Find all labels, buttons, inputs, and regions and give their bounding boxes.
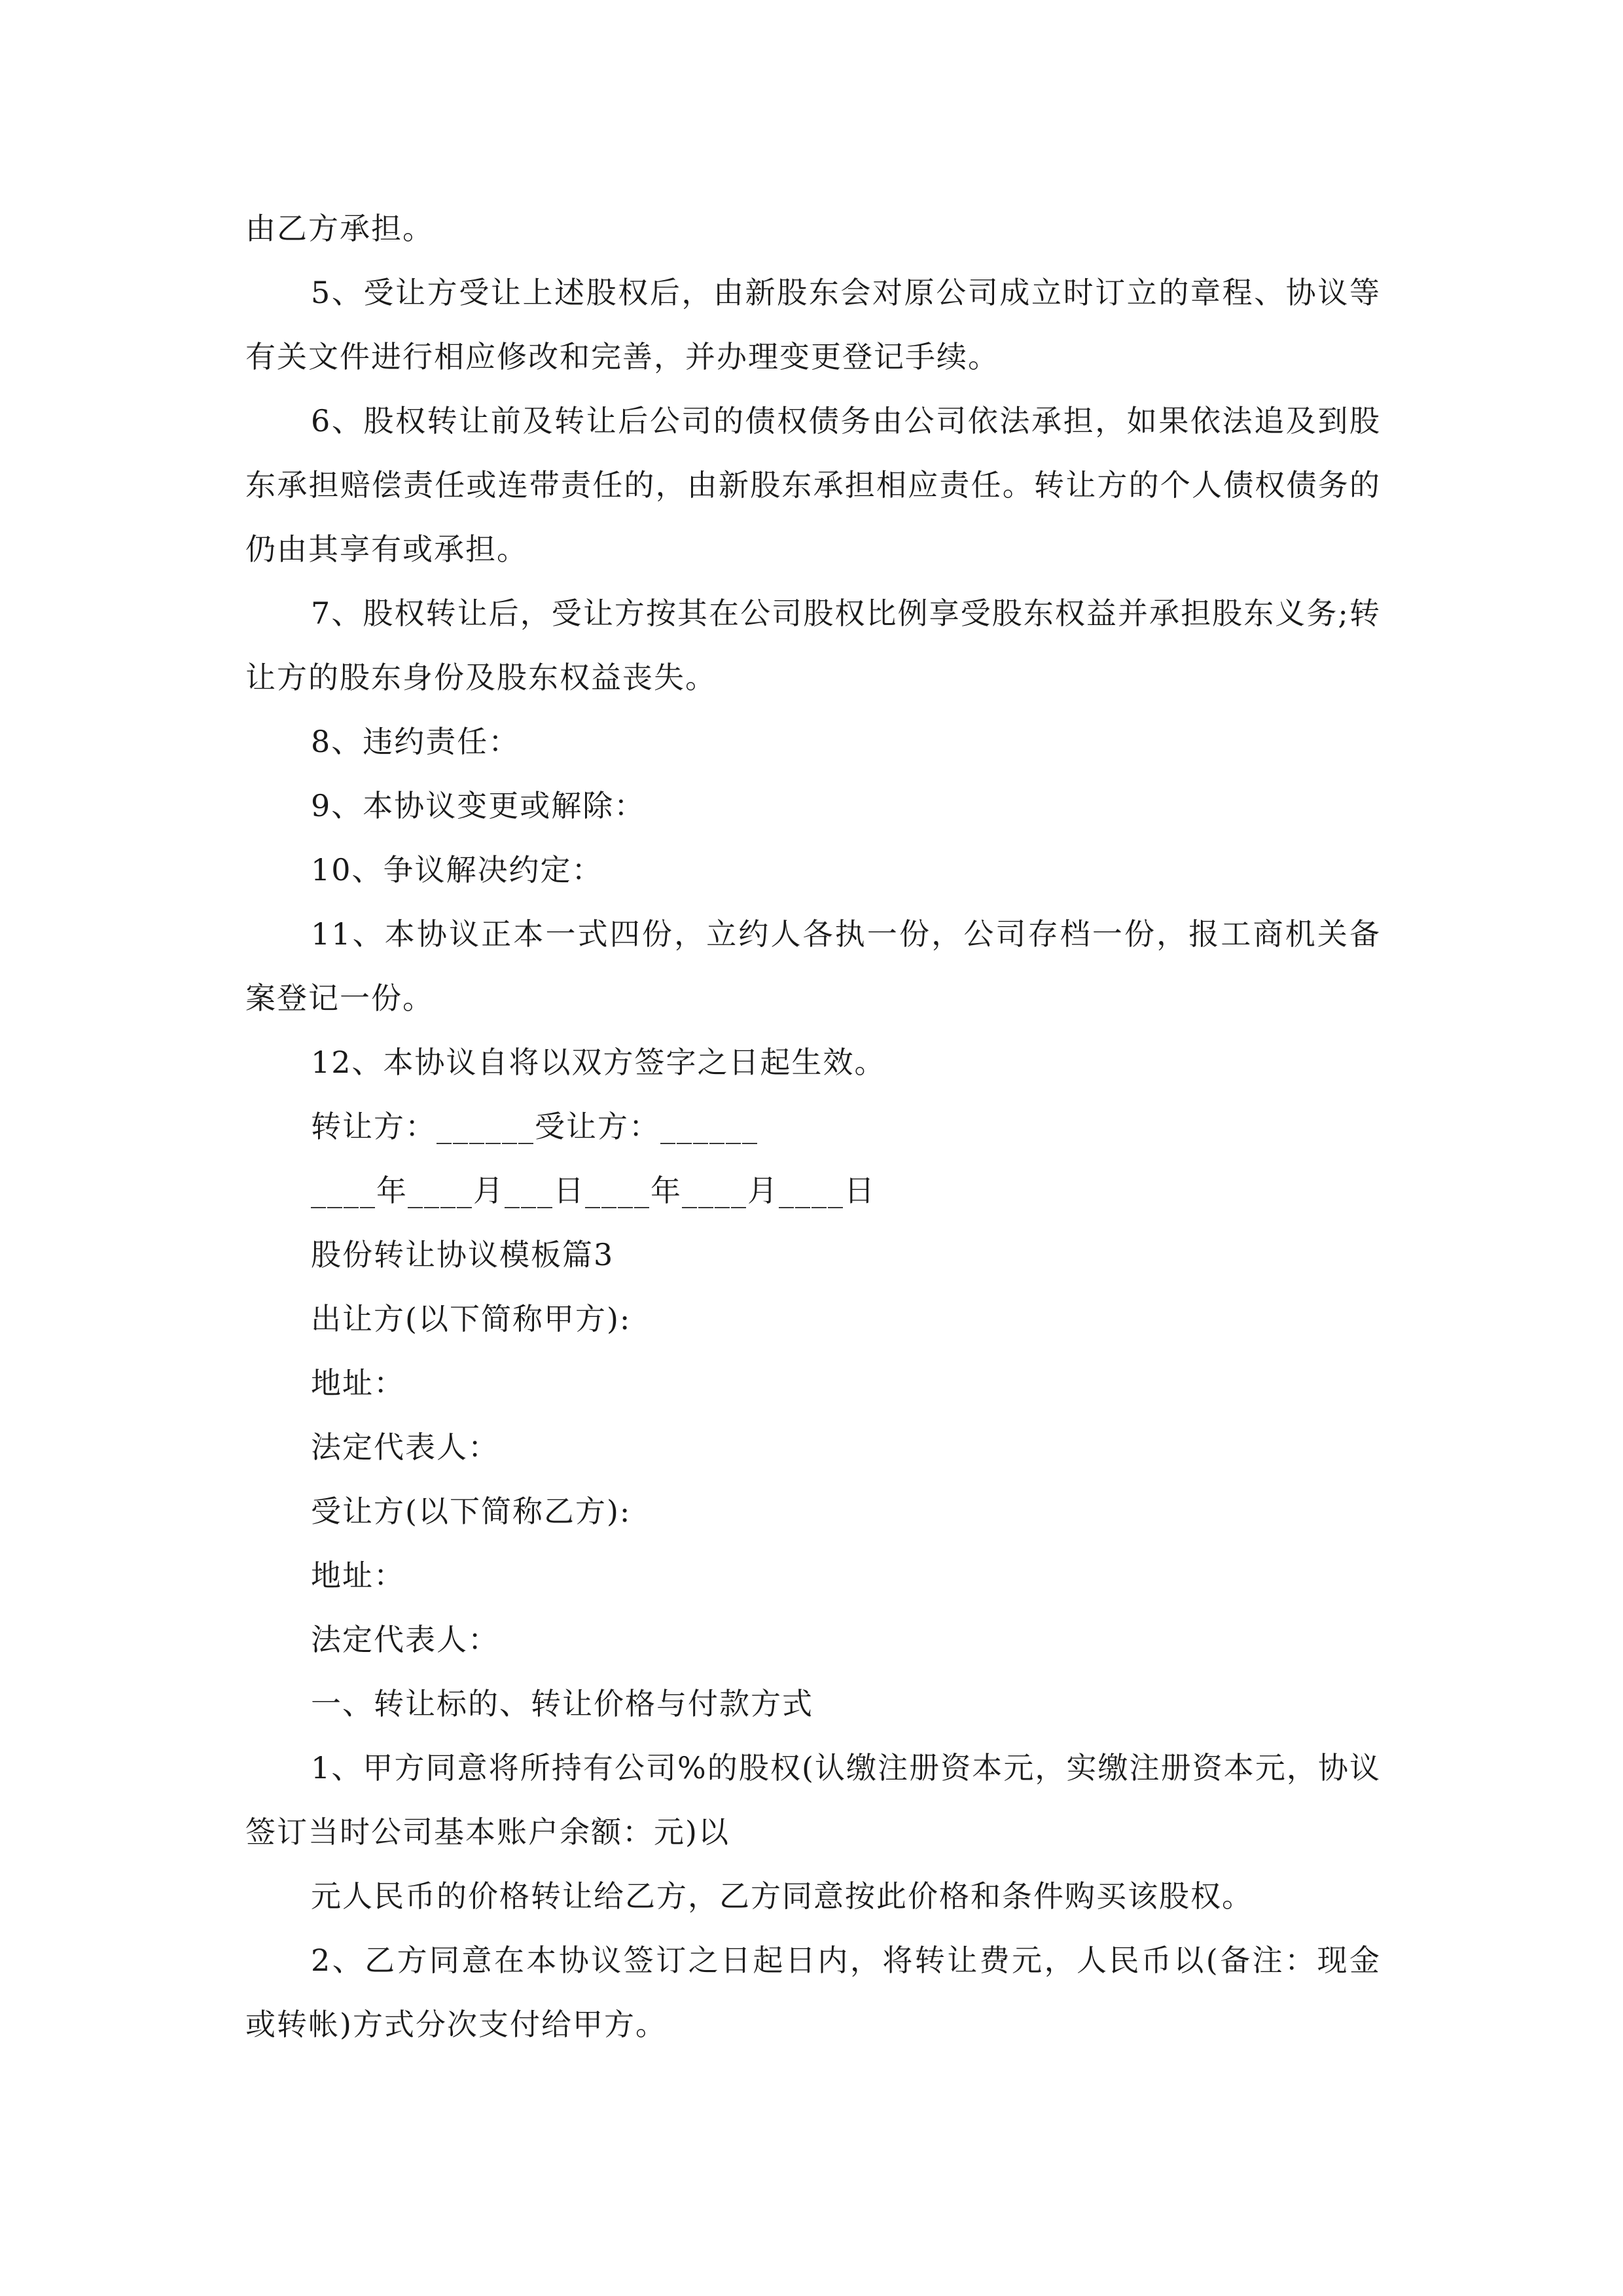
- signature-line: 转让方：______受让方：______: [311, 1109, 758, 1144]
- paragraph-7: 10、争议解决约定：: [311, 852, 603, 888]
- paragraph-2: 5、受让方受让上述股权后，由新股东会对原公司成立时订立的章程、协议等有关文件进行相应修改和完善，并办理变更登记手续。: [245, 275, 1381, 374]
- party-b-representative: 法定代表人：: [311, 1622, 499, 1657]
- party-b-label: 受让方(以下简称乙方):: [311, 1494, 632, 1529]
- paragraph-5: 8、违约责任：: [311, 724, 520, 759]
- party-a-address: 地址：: [311, 1365, 405, 1401]
- clause-heading: 一、转让标的、转让价格与付款方式: [311, 1686, 813, 1721]
- clause-1: 1、甲方同意将所持有公司%的股权(认缴注册资本元，实缴注册资本元，协议签订当时公司基本账户余额：元)以: [245, 1750, 1381, 1850]
- date-line: ____年____月___日____年____月____日: [311, 1173, 876, 1208]
- party-b-address: 地址：: [311, 1558, 405, 1593]
- paragraph-8: 11、本协议正本一式四份，立约人各执一份，公司存档一份，报工商机关备案登记一份。: [245, 916, 1381, 1016]
- paragraph-3: 6、股权转让前及转让后公司的债权债务由公司依法承担，如果依法追及到股东承担赔偿责任或连带责任的，由新股东承担相应责任。转让方的个人债权债务的仍由其享有或承担。: [245, 403, 1381, 567]
- clause-2: 2、乙方同意在本协议签订之日起日内，将转让费元，人民币以(备注：现金或转帐)方式分次支付给甲方。: [245, 1943, 1381, 2042]
- document-body: [245, 196, 1381, 2056]
- paragraph-6: 9、本协议变更或解除：: [311, 788, 646, 823]
- paragraph-1: 由乙方承担。: [245, 211, 434, 246]
- party-a-representative: 法定代表人：: [311, 1429, 499, 1465]
- section-title: 股份转让协议模板篇3: [311, 1237, 615, 1272]
- party-a-label: 出让方(以下简称甲方):: [311, 1301, 632, 1336]
- paragraph-4: 7、股权转让后，受让方按其在公司股权比例享受股东权益并承担股东义务;转让方的股东身份及股东权益丧失。: [245, 596, 1381, 695]
- clause-1-continued: 元人民币的价格转让给乙方，乙方同意按此价格和条件购买该股权。: [311, 1878, 1253, 1914]
- paragraph-9: 12、本协议自将以双方签字之日起生效。: [311, 1045, 886, 1080]
